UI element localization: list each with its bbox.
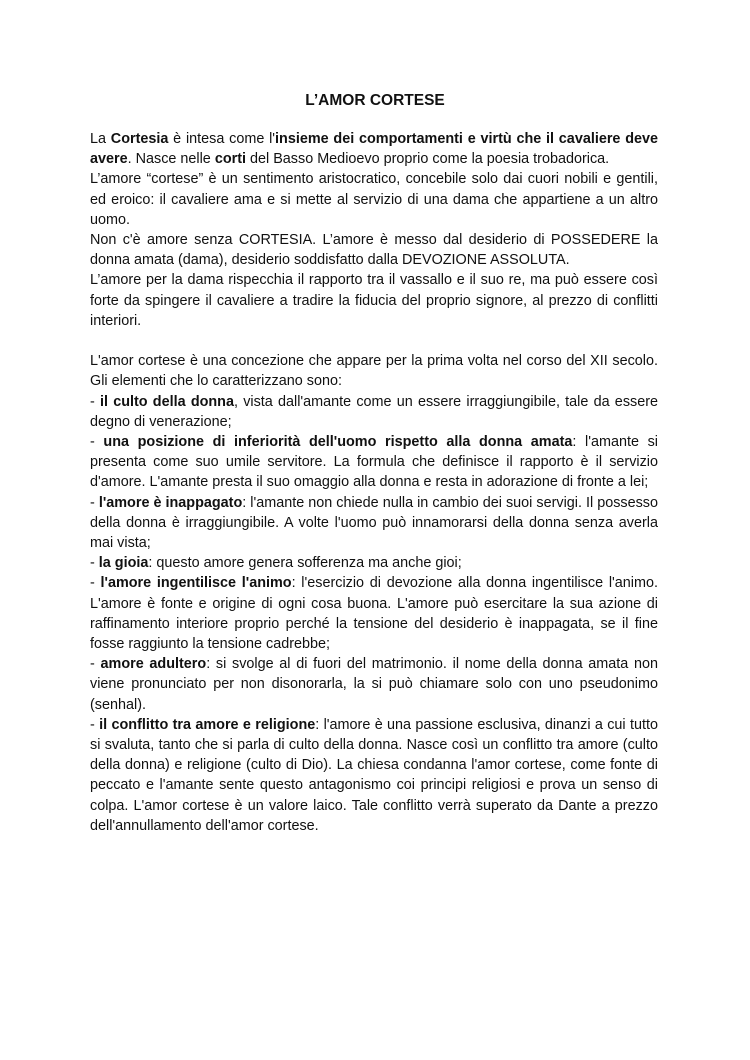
text-run: Non c'è amore senza CORTESIA. L’amore è messo dal desiderio di POSSEDERE la donna amata (dama), desiderio soddisfatto dalla DEVOZIONE ASSOLUTA.	[90, 232, 658, 269]
text-run: L’amore “cortese” è un sentimento aristocratico, concebile solo dai cuori nobili e gentili, ed eroico: il cavaliere ama e si mette al servizio di una dama che appartiene a un altro uomo.	[90, 171, 658, 228]
text-run: -	[90, 656, 101, 673]
text-run: : si svolge al di fuori del matrimonio. il nome della donna amata non viene pronunciato per non disonorarla, la si può chiamare solo con uno pseudonimo (senhal).	[90, 656, 658, 713]
text-run: L'amor cortese è una concezione che appare per la prima volta nel corso del XII secolo. Gli elementi che lo caratterizzano sono:	[90, 353, 658, 390]
bold-term: amore adultero	[100, 656, 207, 673]
list-item	[90, 654, 658, 715]
bold-term: l'amore è inappagato	[98, 494, 243, 511]
intro-section	[90, 129, 658, 331]
text-run: : l'amore è una passione esclusiva, dinanzi a cui tutto si svaluta, tanto che si parla di culto della donna. Nasce così un conflitto tra amore (culto della donna) e religione (culto di Dio). La chiesa condanna l'amor cortese, come fonte di peccato e l'amante sente questo antagonismo coi principi religiosi e prova un senso di colpa. L'amor cortese è un valore laico. Tale conflitto verrà superato da Dante a prezzo dell'annullamento dell'amor cortese.	[90, 716, 658, 834]
list-item	[90, 392, 658, 432]
paragraph	[90, 129, 658, 169]
text-run: , vista dall'amante come un essere irraggiungibile, tale da essere degno di venerazione;	[90, 393, 659, 430]
paragraph	[90, 169, 658, 230]
list-item	[90, 432, 658, 493]
text-run: -	[90, 393, 101, 410]
paragraph-gap	[90, 331, 658, 351]
paragraph	[90, 270, 658, 331]
document-body	[90, 129, 658, 836]
text-run: : l'amante non chiede nulla in cambio dei suoi servigi. Il possesso della donna è irraggiungibile. A volte l'uomo può innamorarsi della donna senza averla mai vista;	[90, 494, 659, 552]
list-item	[90, 573, 658, 654]
text-run: L’amore per la dama rispecchia il rapporto tra il vassallo e il suo re, ma può essere così forte da spingere il cavaliere a tradire la fiducia del proprio signore, al prezzo di conflitti interiori.	[90, 272, 658, 329]
bold-term: il culto della donna	[100, 393, 234, 410]
text-run: : l'amante si presenta come suo umile servitore. La formula che definisce il rapporto è il servizio d'amore. L'amante presta il suo omaggio alla donna e resta in adorazione di fronte a lei;	[90, 434, 658, 491]
text-run: : questo amore genera sofferenza ma anche gioi;	[148, 555, 462, 572]
bold-term: corti	[214, 151, 246, 168]
text-run: -	[90, 434, 104, 451]
bold-term: insieme dei comportamenti e virtù che il cavaliere deve avere	[90, 131, 659, 168]
list-item	[90, 493, 658, 554]
bold-term: una posizione di inferiorità dell'uomo rispetto alla donna amata	[103, 434, 573, 451]
text-run: -	[90, 494, 99, 511]
bold-term: la gioia	[98, 555, 149, 572]
list-item	[90, 553, 658, 573]
text-run: -	[90, 575, 101, 592]
text-run: -	[90, 716, 100, 733]
list-item	[90, 715, 658, 836]
bold-term: l'amore ingentilisce l'animo	[100, 575, 292, 592]
text-run: : l'esercizio di devozione alla donna ingentilisce l'animo. L'amore è fonte e origine di ogni cosa buona. L'amore può esercitare la sua azione di raffinamento interiore proprio perché la tensione del desiderio è inappagata, se il fine fosse raggiunto la tensione cadrebbe;	[90, 575, 658, 653]
text-run: del Basso Medioevo proprio come la poesia trobadorica.	[246, 151, 610, 168]
text-run: è intesa come l'	[168, 131, 276, 147]
page-title: L’AMOR CORTESE	[305, 92, 445, 109]
list-item	[90, 351, 658, 391]
text-run: La	[90, 131, 111, 147]
paragraph	[90, 230, 658, 270]
text-run: -	[90, 555, 99, 572]
bold-term: il conflitto tra amore e religione	[99, 716, 316, 733]
elements-section	[90, 351, 658, 836]
text-run: . Nasce nelle	[127, 151, 215, 168]
bold-term: Cortesia	[110, 131, 169, 147]
